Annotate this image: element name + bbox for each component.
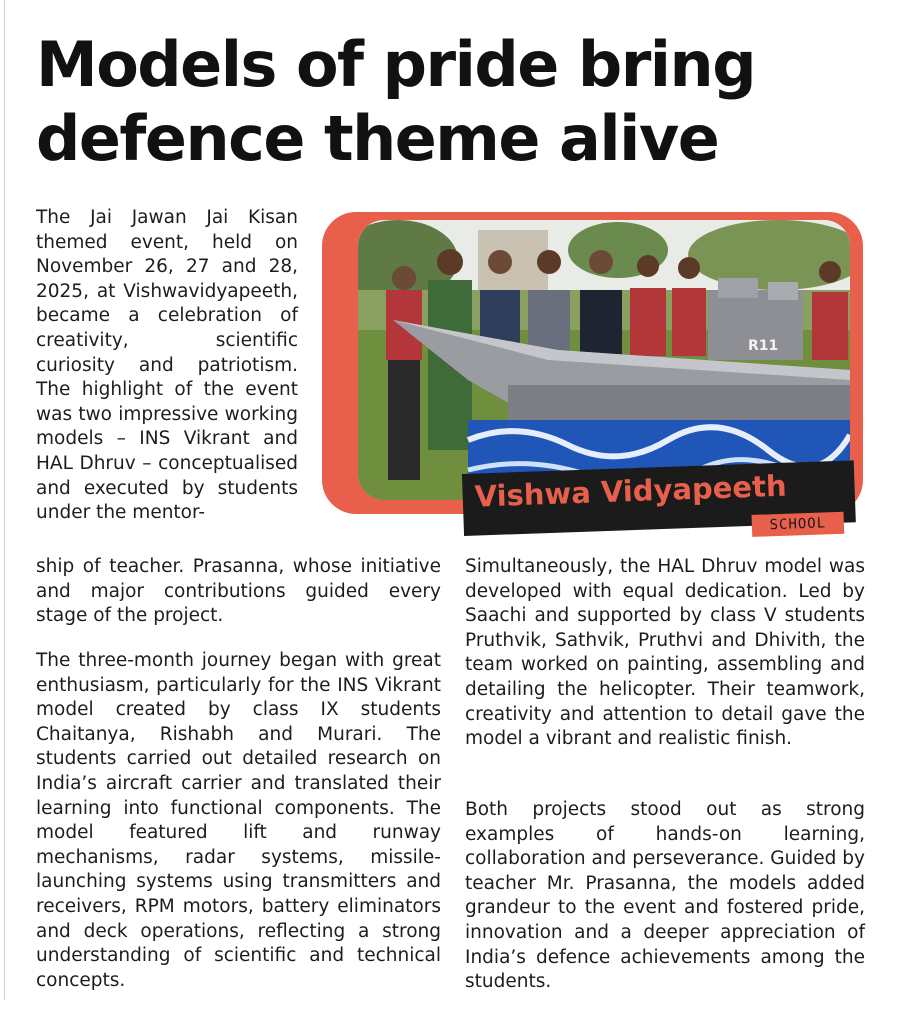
article-column-1 xyxy=(36,649,441,993)
school-name: Vishwa Vidyapeeth xyxy=(474,468,788,514)
headline: Models of pride bring defence theme alive xyxy=(36,28,756,175)
page-margin-rule xyxy=(4,0,5,1000)
school-label: SCHOOL xyxy=(752,512,845,537)
intro-paragraph: The Jai Jawan Jai Kisan themed event, held on November 26, 27 and 28, 2025, at Vishwavidyapeeth, became a celebration of creativity, scientific curiosity and patriotism. The highlight of the event was two impressive working models – INS Vikrant and HAL Dhruv – conceptualised and executed by students under the mentor- xyxy=(36,207,298,524)
article-column-2-top xyxy=(465,555,865,752)
article-intro-continued xyxy=(36,555,441,629)
vikrant-paragraph: The three-month journey began with great enthusiasm, particularly for the INS Vikrant model created by class IX students Chaitanya, Rishabh and Murari. The students carried out detailed research on India’s aircraft carrier and translated their learning into functional components. The model featured lift and runway mechanisms, radar systems, missile-launching systems using transmitters and receivers, RPM motors, battery eliminators and deck operations, reflecting a strong understanding of scientific and technical concepts. xyxy=(36,650,441,991)
ship-marking: R11 xyxy=(748,338,779,354)
event-photo xyxy=(358,220,850,500)
intro-continued-paragraph: ship of teacher. Prasanna, whose initiative and major contributions guided every stage of the project. xyxy=(36,556,441,627)
article-intro xyxy=(36,206,298,526)
school-banner xyxy=(462,460,856,536)
dhruv-paragraph: Simultaneously, the HAL Dhruv model was developed with equal dedication. Led by Saachi and supported by class V students Pruthvik, Sathvik, Pruthvi and Dhivith, the team worked on painting, assembling and detailing the helicopter. Their teamwork, creativity and attention to detail gave the model a vibrant and realistic finish. xyxy=(465,556,865,750)
article-column-2-bottom xyxy=(465,798,865,995)
conclusion-paragraph: Both projects stood out as strong examples of hands-on learning, collaboration and perseverance. Guided by teacher Mr. Prasanna, the models added grandeur to the event and fostered pride, innovation and a deeper appreciation of India’s defence achievements among the students. xyxy=(465,799,865,993)
